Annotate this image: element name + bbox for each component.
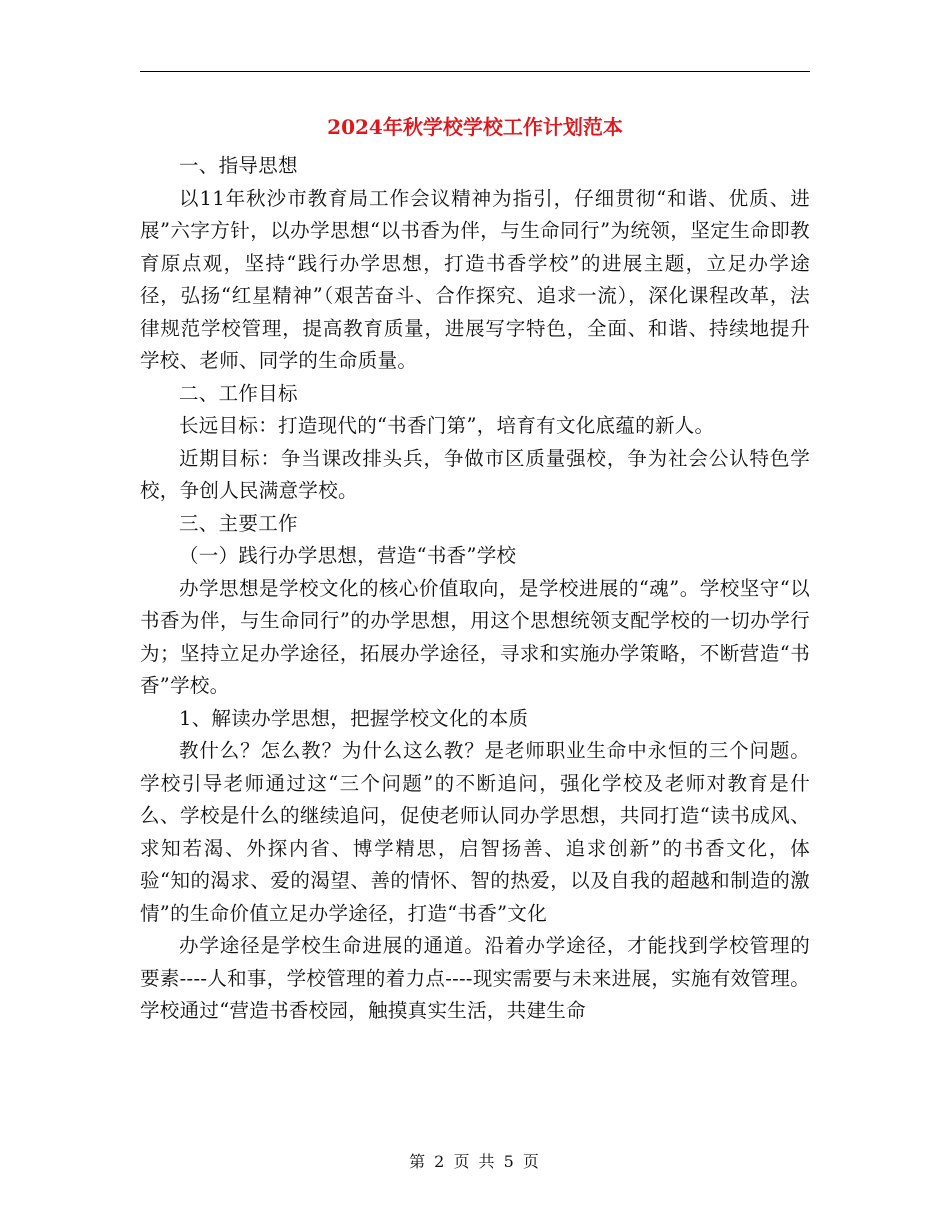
section-heading-work-goals: 二、工作目标 [179,381,298,405]
paragraph-three-questions: 教什么？怎么教？为什么这么教？是老师职业生命中永恒的三个问题。学校引导老师通过这“三个问题”的不断追问，强化学校及老师对教育是什么、学校是什么的继续追问，促使老师认同办学思想，共同打造“读书成风、求知若渴、外探内省、博学精思，启智扬善、追求创新”的书香文化，体验“知的渴求、爱的渴望、善的情怀、智的热爱，以及自我的超越和制造的激情”的生命价值立足办学途径，打造“书香”文化 [140,739,810,925]
page-number-footer: 第 2 页 共 5 页 [409,1152,541,1171]
paragraph-guiding-thought: 以11年秋沙市教育局工作会议精神为指引，仔细贯彻“和谐、优质、进展”六字方针，以办学思想“以书香为伴，与生命同行”为统领，坚定生命即教育原点观，坚持“践行办学思想，打造书香学校”的进展主题，立足办学途径，弘扬“红星精神”（艰苦奋斗、合作探究、追求一流），深化课程改革，法律规范学校管理，提高教育质量，进展写字特色，全面、和谐、持续地提升学校、老师、同学的生命质量。 [140,186,810,372]
page-title: 2024年秋学校学校工作计划范本 [327,115,623,139]
item-heading-interpret-philosophy: 1、解读办学思想，把握学校文化的本质 [179,706,529,730]
section-heading-guiding-thought: 一、指导思想 [179,154,298,177]
header-rule [140,71,810,72]
subsection-heading-practice-philosophy: （一）践行办学思想，营造“书香”学校 [179,544,517,567]
document-body [140,150,810,1028]
paragraph-short-term-goal: 近期目标：争当课改排头兵，争做市区质量强校，争为社会公认特色学校，争创人民满意学校。 [140,446,810,502]
section-heading-main-work: 三、主要工作 [179,511,298,535]
paragraph-long-term-goal: 长远目标：打造现代的“书香门第”，培育有文化底蕴的新人。 [179,414,715,437]
paragraph-school-path: 办学途径是学校生命进展的通道。沿着办学途径，才能找到学校管理的要素----人和事，学校管理的着力点----现实需要与未来进展，实施有效管理。学校通过“营造书香校园，触摸真实生活，共建生命 [140,934,810,1022]
paragraph-school-philosophy: 办学思想是学校文化的核心价值取向，是学校进展的“魂”。学校坚守“以书香为伴，与生命同行”的办学思想，用这个思想统领支配学校的一切办学行为；坚持立足办学途径，拓展办学途径，寻求和实施办学策略，不断营造“书香”学校。 [140,576,810,697]
